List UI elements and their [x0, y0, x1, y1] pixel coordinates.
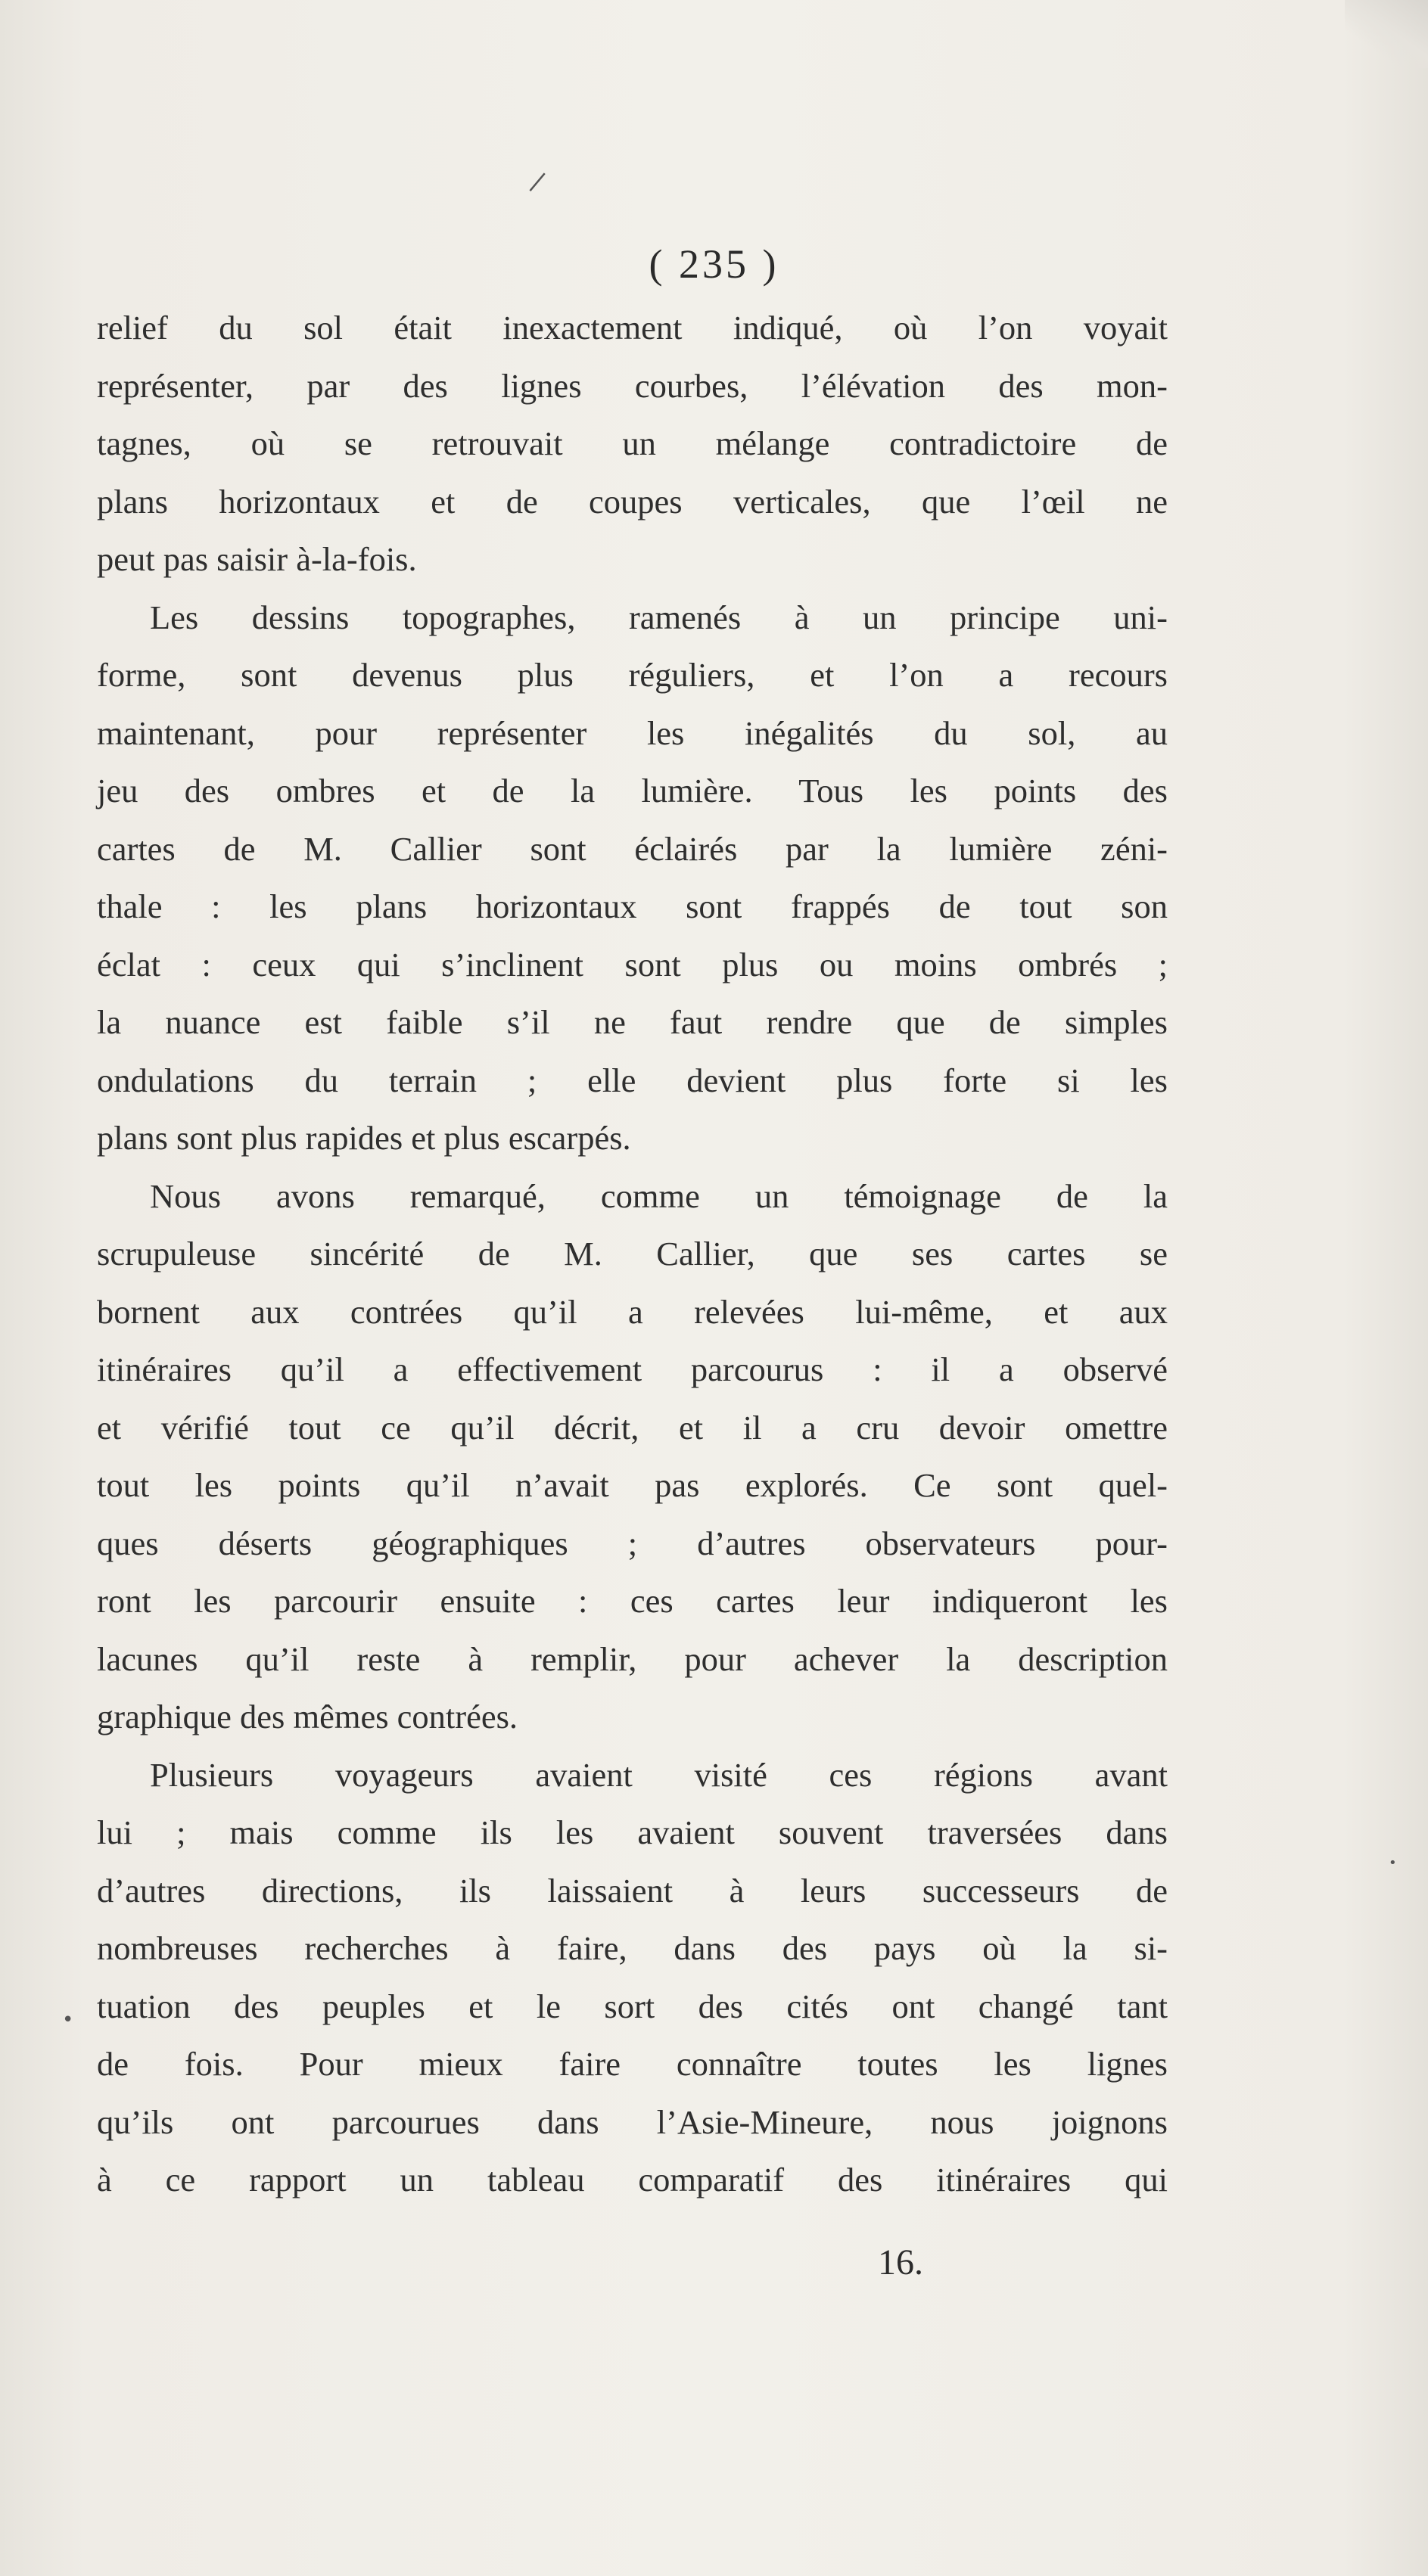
text-line: de fois. Pour mieux faire connaître toutes les lignes: [97, 2045, 1168, 2083]
signature-mark: 16.: [878, 2242, 923, 2282]
text-line: relief du sol était inexactement indiqué, où l’on voyait: [97, 309, 1168, 346]
paragraph: [97, 299, 1168, 589]
text-line: tout les points qu’il n’avait pas explorés. Ce sont quel-: [97, 1466, 1168, 1504]
text-line: plans sont plus rapides et plus escarpés.: [97, 1119, 631, 1157]
text-line: la nuance est faible s’il ne faut rendre que de simples: [97, 1003, 1168, 1041]
text-line: lui ; mais comme ils les avaient souvent traversées dans: [97, 1813, 1168, 1851]
text-line: Nous avons remarqué, comme un témoignage de la: [150, 1176, 1168, 1215]
text-line: ront les parcourir ensuite : ces cartes leur indiqueront les: [97, 1582, 1168, 1620]
text-line: lacunes qu’il reste à remplir, pour achever la description: [97, 1639, 1168, 1678]
page-corner-fold: [1345, 0, 1428, 68]
text-line: tagnes, où se retrouvait un mélange contradictoire de: [97, 424, 1168, 462]
text-line: ques déserts géographiques ; d’autres observateurs pour-: [97, 1524, 1168, 1562]
paragraph: [97, 589, 1168, 1167]
text-line: tuation des peuples et le sort des cités ont changé tant: [97, 1987, 1168, 2025]
body-text: [97, 299, 1168, 2209]
text-line: scrupuleuse sincérité de M. Callier, que ses cartes se: [97, 1235, 1168, 1272]
text-line: Les dessins topographes, ramenés à un principe uni-: [150, 598, 1168, 636]
text-line: éclat : ceux qui s’inclinent sont plus ou moins ombrés ;: [97, 945, 1168, 983]
text-line: nombreuses recherches à faire, dans des pays où la si-: [97, 1929, 1168, 1967]
text-line: jeu des ombres et de la lumière. Tous les points des: [97, 772, 1168, 809]
text-line: qu’ils ont parcourues dans l’Asie-Mineure, nous joignons: [97, 2102, 1168, 2141]
margin-dot-left: •: [62, 2009, 74, 2031]
text-line: peut pas saisir à-la-fois.: [97, 540, 417, 578]
text-line: bornent aux contrées qu’il a relevées lui-même, et aux: [97, 1292, 1168, 1331]
paragraph: [97, 1167, 1168, 1746]
text-line: à ce rapport un tableau comparatif des itinéraires qui: [97, 2161, 1168, 2198]
text-line: représenter, par des lignes courbes, l’élévation des mon-: [97, 366, 1168, 405]
margin-dot-right: •: [1389, 1855, 1397, 1871]
text-line: forme, sont devenus plus réguliers, et l’on a recours: [97, 656, 1168, 694]
text-line: itinéraires qu’il a effectivement parcourus : il a observé: [97, 1350, 1168, 1388]
text-line: d’autres directions, ils laissaient à leurs successeurs de: [97, 1871, 1168, 1909]
text-line: Plusieurs voyageurs avaient visité ces régions avant: [150, 1755, 1168, 1794]
text-line: plans horizontaux et de coupes verticales, que l’œil ne: [97, 482, 1168, 520]
text-line: graphique des mêmes contrées.: [97, 1698, 518, 1735]
text-line: ondulations du terrain ; elle devient plus forte si les: [97, 1061, 1168, 1099]
text-line: thale : les plans horizontaux sont frappés de tout son: [97, 887, 1168, 925]
page-number: ( 235 ): [649, 241, 779, 287]
text-line: cartes de M. Callier sont éclairés par la lumière zéni-: [97, 829, 1168, 868]
text-line: maintenant, pour représenter les inégalités du sol, au: [97, 713, 1168, 752]
ink-tick-mark: |: [526, 168, 550, 194]
text-line: et vérifié tout ce qu’il décrit, et il a cru devoir omettre: [97, 1408, 1168, 1446]
paragraph: [97, 1746, 1168, 2209]
